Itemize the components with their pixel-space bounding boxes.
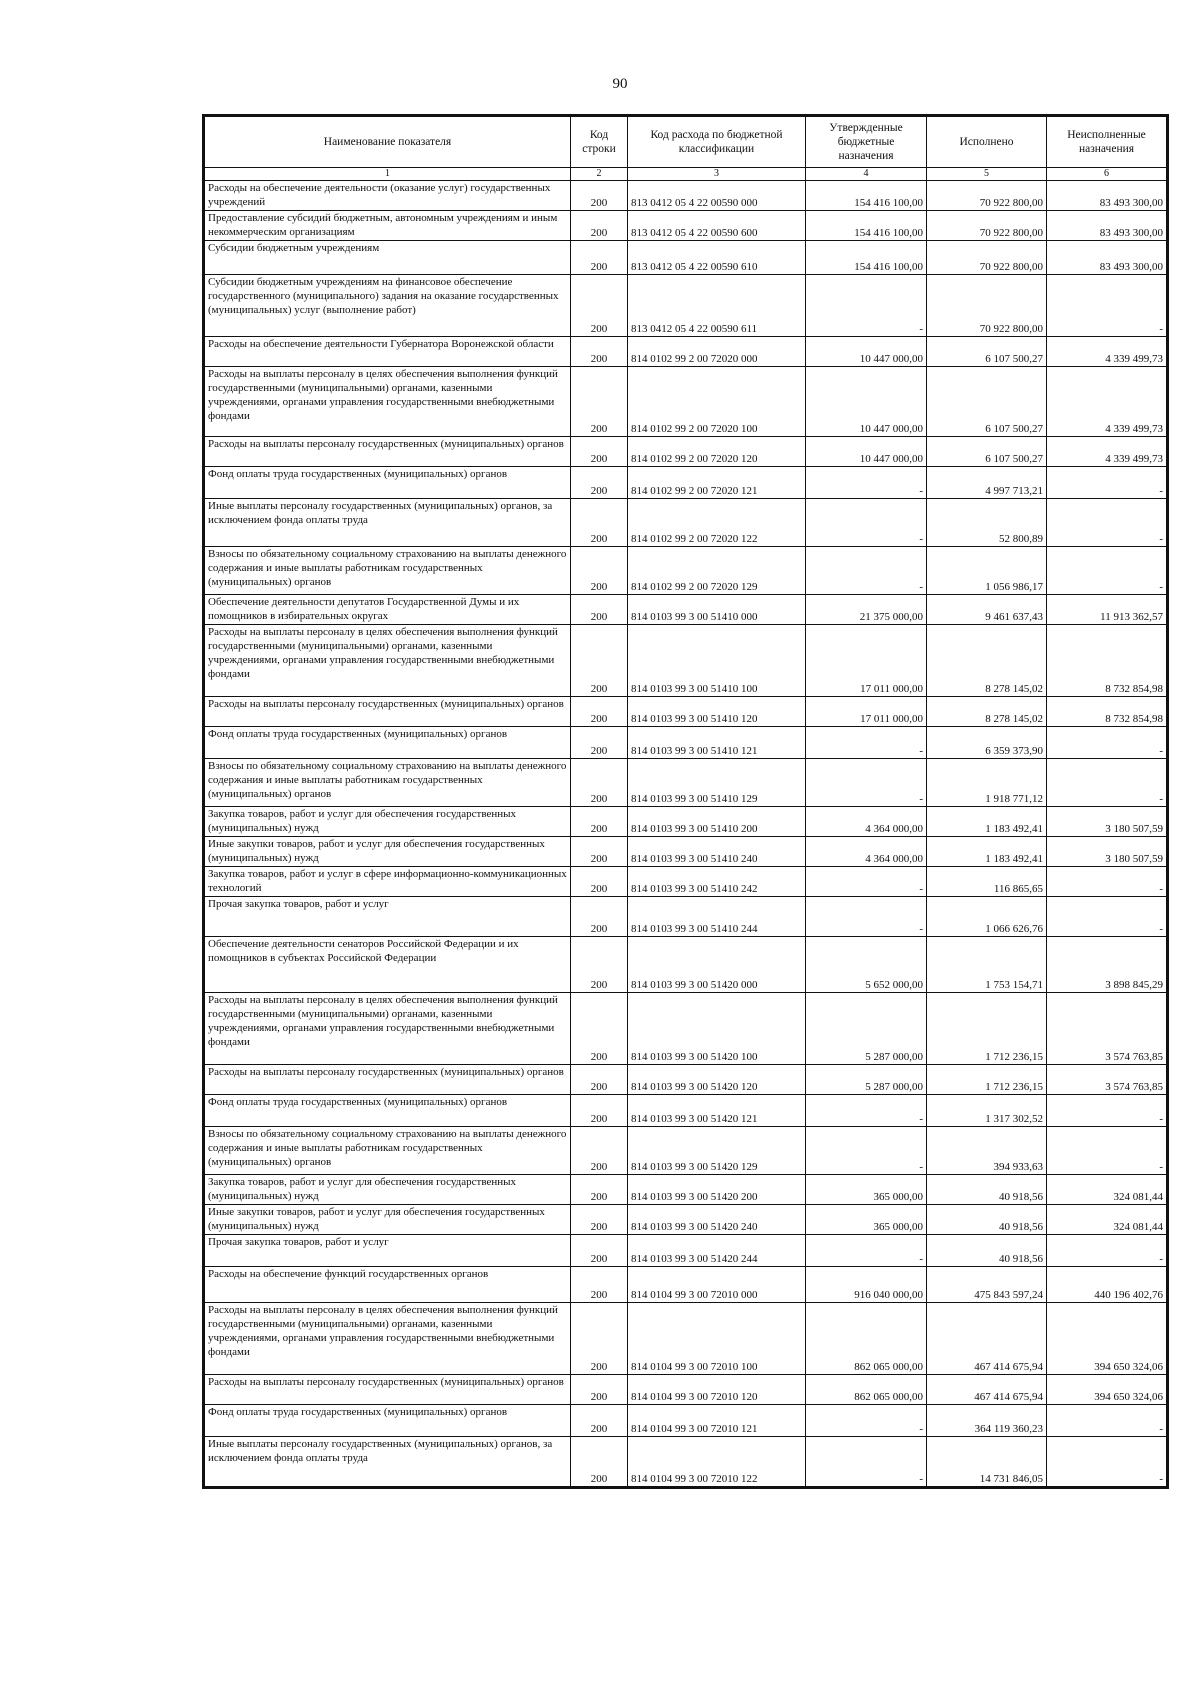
page-number: 90	[612, 76, 628, 92]
row-unexecuted-amount: 8 732 854,98	[1047, 625, 1167, 697]
row-unexecuted-amount: -	[1047, 1405, 1167, 1437]
row-approved-amount: -	[806, 1095, 927, 1127]
row-indicator-name: Расходы на выплаты персоналу государственных (муниципальных) органов	[205, 1375, 571, 1405]
row-approved-amount: 17 011 000,00	[806, 625, 927, 697]
row-executed-amount: 6 107 500,27	[927, 437, 1047, 467]
table-row	[205, 697, 1167, 727]
table-row	[205, 1405, 1167, 1437]
row-line-code: 200	[571, 1267, 628, 1303]
row-executed-amount: 1 066 626,76	[927, 897, 1047, 937]
header-unexecuted: Неисполненные назначения	[1047, 117, 1167, 168]
row-approved-amount: 862 065 000,00	[806, 1303, 927, 1375]
row-line-code: 200	[571, 1303, 628, 1375]
row-executed-amount: 4 997 713,21	[927, 467, 1047, 499]
row-line-code: 200	[571, 337, 628, 367]
row-indicator-name: Расходы на выплаты персоналу в целях обеспечения выполнения функций государственными (муниципальными) органами, казенными учреждениями, органами управления государственными внебюджетными фондами	[205, 625, 571, 697]
row-line-code: 200	[571, 1205, 628, 1235]
row-approved-amount: -	[806, 1235, 927, 1267]
row-line-code: 200	[571, 897, 628, 937]
row-executed-amount: 1 183 492,41	[927, 807, 1047, 837]
table-row	[205, 595, 1167, 625]
header-expense-code: Код расхода по бюджетной классификации	[628, 117, 806, 168]
row-line-code: 200	[571, 1127, 628, 1175]
row-expense-code: 814 0103 99 3 00 51410 129	[628, 759, 806, 807]
row-expense-code: 814 0103 99 3 00 51420 200	[628, 1175, 806, 1205]
row-expense-code: 814 0102 99 2 00 72020 100	[628, 367, 806, 437]
row-indicator-name: Фонд оплаты труда государственных (муниципальных) органов	[205, 727, 571, 759]
table-body	[205, 181, 1167, 1487]
row-line-code: 200	[571, 1437, 628, 1487]
row-line-code: 200	[571, 807, 628, 837]
table-row	[205, 181, 1167, 211]
table-row	[205, 937, 1167, 993]
row-line-code: 200	[571, 727, 628, 759]
row-executed-amount: 40 918,56	[927, 1205, 1047, 1235]
row-expense-code: 814 0103 99 3 00 51420 120	[628, 1065, 806, 1095]
row-approved-amount: 10 447 000,00	[806, 367, 927, 437]
row-line-code: 200	[571, 993, 628, 1065]
row-executed-amount: 40 918,56	[927, 1235, 1047, 1267]
row-line-code: 200	[571, 1095, 628, 1127]
column-number: 4	[806, 168, 927, 181]
row-expense-code: 813 0412 05 4 22 00590 611	[628, 275, 806, 337]
row-unexecuted-amount: -	[1047, 759, 1167, 807]
row-executed-amount: 1 712 236,15	[927, 993, 1047, 1065]
row-approved-amount: -	[806, 1127, 927, 1175]
column-number: 2	[571, 168, 628, 181]
row-executed-amount: 467 414 675,94	[927, 1375, 1047, 1405]
row-indicator-name: Фонд оплаты труда государственных (муниципальных) органов	[205, 1405, 571, 1437]
row-executed-amount: 8 278 145,02	[927, 697, 1047, 727]
table-row	[205, 1175, 1167, 1205]
table-row	[205, 727, 1167, 759]
row-unexecuted-amount: 394 650 324,06	[1047, 1375, 1167, 1405]
header-indicator-name: Наименование показателя	[205, 117, 571, 168]
row-approved-amount: 5 287 000,00	[806, 993, 927, 1065]
row-line-code: 200	[571, 697, 628, 727]
row-expense-code: 814 0103 99 3 00 51410 240	[628, 837, 806, 867]
row-executed-amount: 9 461 637,43	[927, 595, 1047, 625]
row-expense-code: 814 0103 99 3 00 51410 000	[628, 595, 806, 625]
row-expense-code: 814 0103 99 3 00 51420 240	[628, 1205, 806, 1235]
row-indicator-name: Иные выплаты персоналу государственных (муниципальных) органов, за исключением фонда оплаты труда	[205, 499, 571, 547]
row-executed-amount: 6 359 373,90	[927, 727, 1047, 759]
row-indicator-name: Субсидии бюджетным учреждениям	[205, 241, 571, 275]
row-line-code: 200	[571, 837, 628, 867]
row-approved-amount: 10 447 000,00	[806, 437, 927, 467]
row-unexecuted-amount: 83 493 300,00	[1047, 211, 1167, 241]
row-executed-amount: 14 731 846,05	[927, 1437, 1047, 1487]
row-unexecuted-amount: -	[1047, 1235, 1167, 1267]
row-unexecuted-amount: -	[1047, 867, 1167, 897]
row-indicator-name: Закупка товаров, работ и услуг в сфере информационно-коммуникационных технологий	[205, 867, 571, 897]
table-row	[205, 897, 1167, 937]
row-expense-code: 814 0103 99 3 00 51420 244	[628, 1235, 806, 1267]
row-indicator-name: Расходы на обеспечение деятельности Губернатора Воронежской области	[205, 337, 571, 367]
table-row	[205, 1095, 1167, 1127]
row-line-code: 200	[571, 181, 628, 211]
row-line-code: 200	[571, 499, 628, 547]
table-row	[205, 759, 1167, 807]
row-indicator-name: Расходы на выплаты персоналу в целях обеспечения выполнения функций государственными (муниципальными) органами, казенными учреждениями, органами управления государственными внебюджетными фондами	[205, 993, 571, 1065]
row-line-code: 200	[571, 241, 628, 275]
row-approved-amount: -	[806, 867, 927, 897]
row-executed-amount: 394 933,63	[927, 1127, 1047, 1175]
row-unexecuted-amount: -	[1047, 1127, 1167, 1175]
header-line-code: Код строки	[571, 117, 628, 168]
row-approved-amount: -	[806, 1405, 927, 1437]
table-row	[205, 1375, 1167, 1405]
row-expense-code: 814 0103 99 3 00 51420 000	[628, 937, 806, 993]
row-expense-code: 813 0412 05 4 22 00590 000	[628, 181, 806, 211]
row-expense-code: 814 0104 99 3 00 72010 000	[628, 1267, 806, 1303]
row-line-code: 200	[571, 595, 628, 625]
table-row	[205, 1205, 1167, 1235]
row-indicator-name: Расходы на выплаты персоналу государственных (муниципальных) органов	[205, 437, 571, 467]
row-indicator-name: Закупка товаров, работ и услуг для обеспечения государственных (муниципальных) нужд	[205, 1175, 571, 1205]
row-executed-amount: 1 056 986,17	[927, 547, 1047, 595]
row-expense-code: 814 0103 99 3 00 51420 100	[628, 993, 806, 1065]
row-approved-amount: 365 000,00	[806, 1175, 927, 1205]
row-indicator-name: Расходы на выплаты персоналу в целях обеспечения выполнения функций государственными (муниципальными) органами, казенными учреждениями, органами управления государственными внебюджетными фондами	[205, 1303, 571, 1375]
table-row	[205, 275, 1167, 337]
row-executed-amount: 1 317 302,52	[927, 1095, 1047, 1127]
row-line-code: 200	[571, 367, 628, 437]
row-indicator-name: Фонд оплаты труда государственных (муниципальных) органов	[205, 467, 571, 499]
row-unexecuted-amount: 3 574 763,85	[1047, 993, 1167, 1065]
row-approved-amount: 21 375 000,00	[806, 595, 927, 625]
row-approved-amount: -	[806, 1437, 927, 1487]
row-indicator-name: Субсидии бюджетным учреждениям на финансовое обеспечение государственного (муниципального) задания на оказание государственных (муниципальных) услуг (выполнение работ)	[205, 275, 571, 337]
row-unexecuted-amount: 3 898 845,29	[1047, 937, 1167, 993]
row-unexecuted-amount: 11 913 362,57	[1047, 595, 1167, 625]
row-line-code: 200	[571, 1065, 628, 1095]
row-executed-amount: 8 278 145,02	[927, 625, 1047, 697]
row-approved-amount: -	[806, 727, 927, 759]
table-row	[205, 467, 1167, 499]
table-row	[205, 437, 1167, 467]
row-line-code: 200	[571, 937, 628, 993]
row-unexecuted-amount: 3 180 507,59	[1047, 837, 1167, 867]
table-row	[205, 499, 1167, 547]
row-unexecuted-amount: -	[1047, 547, 1167, 595]
row-executed-amount: 1 712 236,15	[927, 1065, 1047, 1095]
row-approved-amount: -	[806, 275, 927, 337]
row-unexecuted-amount: 4 339 499,73	[1047, 337, 1167, 367]
row-approved-amount: 5 287 000,00	[806, 1065, 927, 1095]
row-line-code: 200	[571, 437, 628, 467]
table-row	[205, 211, 1167, 241]
row-approved-amount: 154 416 100,00	[806, 211, 927, 241]
table-row	[205, 993, 1167, 1065]
row-indicator-name: Предоставление субсидий бюджетным, автономным учреждениям и иным некоммерческим организациям	[205, 211, 571, 241]
row-expense-code: 814 0102 99 2 00 72020 000	[628, 337, 806, 367]
row-approved-amount: 4 364 000,00	[806, 807, 927, 837]
table-row	[205, 337, 1167, 367]
row-executed-amount: 70 922 800,00	[927, 181, 1047, 211]
row-executed-amount: 467 414 675,94	[927, 1303, 1047, 1375]
row-expense-code: 814 0102 99 2 00 72020 122	[628, 499, 806, 547]
row-executed-amount: 70 922 800,00	[927, 275, 1047, 337]
row-indicator-name: Взносы по обязательному социальному страхованию на выплаты денежного содержания и иные выплаты работникам государственных (муниципальных) органов	[205, 547, 571, 595]
row-indicator-name: Иные закупки товаров, работ и услуг для обеспечения государственных (муниципальных) нужд	[205, 837, 571, 867]
row-indicator-name: Иные выплаты персоналу государственных (муниципальных) органов, за исключением фонда оплаты труда	[205, 1437, 571, 1487]
row-executed-amount: 70 922 800,00	[927, 211, 1047, 241]
row-expense-code: 814 0103 99 3 00 51410 121	[628, 727, 806, 759]
column-number-row	[205, 168, 1167, 181]
row-line-code: 200	[571, 867, 628, 897]
row-indicator-name: Взносы по обязательному социальному страхованию на выплаты денежного содержания и иные выплаты работникам государственных (муниципальных) органов	[205, 759, 571, 807]
row-approved-amount: 5 652 000,00	[806, 937, 927, 993]
row-approved-amount: -	[806, 467, 927, 499]
row-approved-amount: 10 447 000,00	[806, 337, 927, 367]
row-indicator-name: Взносы по обязательному социальному страхованию на выплаты денежного содержания и иные выплаты работникам государственных (муниципальных) органов	[205, 1127, 571, 1175]
row-indicator-name: Обеспечение деятельности депутатов Государственной Думы и их помощников в избирательных округах	[205, 595, 571, 625]
header-approved: Утвержденные бюджетные назначения	[806, 117, 927, 168]
row-line-code: 200	[571, 211, 628, 241]
row-expense-code: 814 0103 99 3 00 51420 121	[628, 1095, 806, 1127]
row-unexecuted-amount: 83 493 300,00	[1047, 241, 1167, 275]
column-number: 5	[927, 168, 1047, 181]
row-approved-amount: 916 040 000,00	[806, 1267, 927, 1303]
row-executed-amount: 116 865,65	[927, 867, 1047, 897]
row-expense-code: 813 0412 05 4 22 00590 610	[628, 241, 806, 275]
row-unexecuted-amount: -	[1047, 499, 1167, 547]
row-unexecuted-amount: -	[1047, 275, 1167, 337]
row-unexecuted-amount: -	[1047, 897, 1167, 937]
row-unexecuted-amount: 8 732 854,98	[1047, 697, 1167, 727]
row-expense-code: 814 0103 99 3 00 51410 242	[628, 867, 806, 897]
row-executed-amount: 475 843 597,24	[927, 1267, 1047, 1303]
row-indicator-name: Расходы на обеспечение функций государственных органов	[205, 1267, 571, 1303]
table-row	[205, 1303, 1167, 1375]
row-line-code: 200	[571, 467, 628, 499]
row-indicator-name: Расходы на выплаты персоналу государственных (муниципальных) органов	[205, 697, 571, 727]
row-executed-amount: 364 119 360,23	[927, 1405, 1047, 1437]
row-expense-code: 814 0102 99 2 00 72020 120	[628, 437, 806, 467]
row-expense-code: 814 0104 99 3 00 72010 120	[628, 1375, 806, 1405]
row-expense-code: 813 0412 05 4 22 00590 600	[628, 211, 806, 241]
column-number: 6	[1047, 168, 1167, 181]
row-unexecuted-amount: 3 574 763,85	[1047, 1065, 1167, 1095]
row-line-code: 200	[571, 1405, 628, 1437]
row-approved-amount: 862 065 000,00	[806, 1375, 927, 1405]
row-approved-amount: 365 000,00	[806, 1205, 927, 1235]
row-indicator-name: Иные закупки товаров, работ и услуг для обеспечения государственных (муниципальных) нужд	[205, 1205, 571, 1235]
row-line-code: 200	[571, 547, 628, 595]
row-approved-amount: -	[806, 759, 927, 807]
row-unexecuted-amount: 324 081,44	[1047, 1205, 1167, 1235]
header-executed: Исполнено	[927, 117, 1047, 168]
row-expense-code: 814 0104 99 3 00 72010 122	[628, 1437, 806, 1487]
table-row	[205, 1437, 1167, 1487]
table-row	[205, 625, 1167, 697]
row-unexecuted-amount: 440 196 402,76	[1047, 1267, 1167, 1303]
table-row	[205, 367, 1167, 437]
row-line-code: 200	[571, 1235, 628, 1267]
table-header-row	[205, 117, 1167, 168]
row-unexecuted-amount: -	[1047, 727, 1167, 759]
table-row	[205, 1127, 1167, 1175]
row-indicator-name: Обеспечение деятельности сенаторов Российской Федерации и их помощников в субъектах Российской Федерации	[205, 937, 571, 993]
row-line-code: 200	[571, 275, 628, 337]
row-indicator-name: Фонд оплаты труда государственных (муниципальных) органов	[205, 1095, 571, 1127]
table-row	[205, 1065, 1167, 1095]
table-row	[205, 837, 1167, 867]
table-row	[205, 547, 1167, 595]
row-line-code: 200	[571, 1175, 628, 1205]
row-unexecuted-amount: 4 339 499,73	[1047, 367, 1167, 437]
row-unexecuted-amount: -	[1047, 1437, 1167, 1487]
column-number: 1	[205, 168, 571, 181]
row-approved-amount: 154 416 100,00	[806, 181, 927, 211]
row-line-code: 200	[571, 625, 628, 697]
table-row	[205, 1267, 1167, 1303]
row-indicator-name: Расходы на обеспечение деятельности (оказание услуг) государственных учреждений	[205, 181, 571, 211]
row-expense-code: 814 0104 99 3 00 72010 100	[628, 1303, 806, 1375]
row-executed-amount: 40 918,56	[927, 1175, 1047, 1205]
row-unexecuted-amount: 3 180 507,59	[1047, 807, 1167, 837]
row-expense-code: 814 0103 99 3 00 51410 120	[628, 697, 806, 727]
row-indicator-name: Прочая закупка товаров, работ и услуг	[205, 897, 571, 937]
row-unexecuted-amount: 4 339 499,73	[1047, 437, 1167, 467]
table-row	[205, 867, 1167, 897]
row-executed-amount: 70 922 800,00	[927, 241, 1047, 275]
row-approved-amount: 17 011 000,00	[806, 697, 927, 727]
row-approved-amount: 154 416 100,00	[806, 241, 927, 275]
row-unexecuted-amount: 83 493 300,00	[1047, 181, 1167, 211]
table-row	[205, 807, 1167, 837]
row-unexecuted-amount: -	[1047, 1095, 1167, 1127]
row-executed-amount: 1 753 154,71	[927, 937, 1047, 993]
row-approved-amount: -	[806, 897, 927, 937]
row-line-code: 200	[571, 759, 628, 807]
column-number: 3	[628, 168, 806, 181]
row-indicator-name: Прочая закупка товаров, работ и услуг	[205, 1235, 571, 1267]
row-indicator-name: Расходы на выплаты персоналу в целях обеспечения выполнения функций государственными (муниципальными) органами, казенными учреждениями, органами управления государственными внебюджетными фондами	[205, 367, 571, 437]
row-expense-code: 814 0104 99 3 00 72010 121	[628, 1405, 806, 1437]
row-executed-amount: 6 107 500,27	[927, 367, 1047, 437]
row-expense-code: 814 0102 99 2 00 72020 129	[628, 547, 806, 595]
row-approved-amount: -	[806, 547, 927, 595]
row-expense-code: 814 0103 99 3 00 51420 129	[628, 1127, 806, 1175]
row-unexecuted-amount: 324 081,44	[1047, 1175, 1167, 1205]
row-expense-code: 814 0103 99 3 00 51410 100	[628, 625, 806, 697]
row-indicator-name: Закупка товаров, работ и услуг для обеспечения государственных (муниципальных) нужд	[205, 807, 571, 837]
row-line-code: 200	[571, 1375, 628, 1405]
row-expense-code: 814 0103 99 3 00 51410 200	[628, 807, 806, 837]
row-approved-amount: -	[806, 499, 927, 547]
row-executed-amount: 1 183 492,41	[927, 837, 1047, 867]
table-row	[205, 241, 1167, 275]
row-expense-code: 814 0102 99 2 00 72020 121	[628, 467, 806, 499]
row-indicator-name: Расходы на выплаты персоналу государственных (муниципальных) органов	[205, 1065, 571, 1095]
table-row	[205, 1235, 1167, 1267]
row-unexecuted-amount: 394 650 324,06	[1047, 1303, 1167, 1375]
row-executed-amount: 52 800,89	[927, 499, 1047, 547]
budget-execution-table	[204, 116, 1167, 1487]
row-executed-amount: 6 107 500,27	[927, 337, 1047, 367]
row-expense-code: 814 0103 99 3 00 51410 244	[628, 897, 806, 937]
row-unexecuted-amount: -	[1047, 467, 1167, 499]
row-executed-amount: 1 918 771,12	[927, 759, 1047, 807]
row-approved-amount: 4 364 000,00	[806, 837, 927, 867]
